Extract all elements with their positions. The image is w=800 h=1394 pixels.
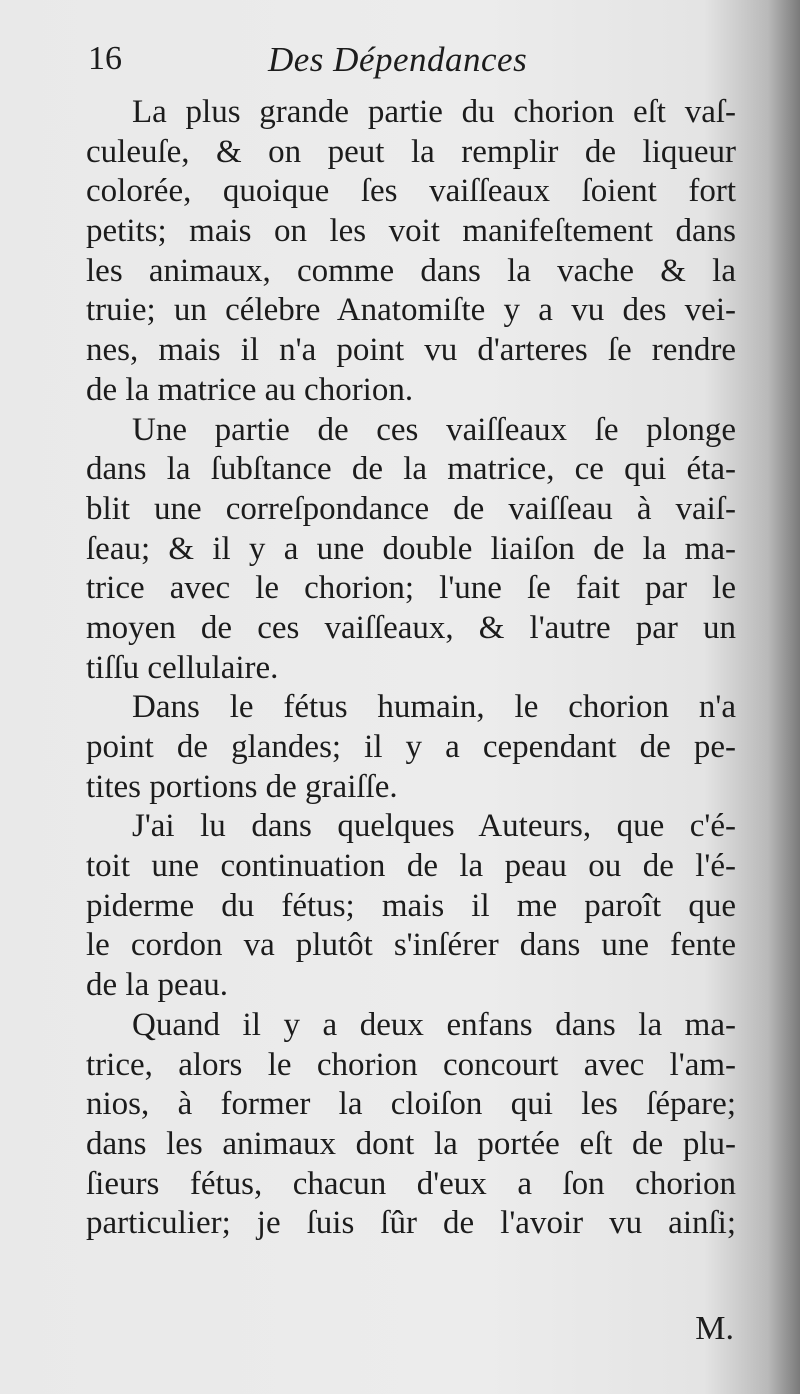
text-line: toit une continuation de la peau ou de l'é- [86, 848, 736, 885]
text-line: moyen de ces vaiſſeaux, & l'autre par un [86, 609, 736, 646]
text-line: tiſſu cellulaire. [86, 649, 279, 686]
text-line: nios, à former la cloiſon qui les ſépare; [86, 1086, 736, 1123]
text-line: de la matrice au chorion. [86, 371, 414, 408]
text-line: Une partie de ces vaiſſeaux ſe plonge [132, 411, 736, 448]
text-line: trice avec le chorion; l'une ſe fait par le [86, 570, 736, 607]
text-line: les animaux, comme dans la vache & la [86, 252, 736, 289]
text-line: culeuſe, & on peut la remplir de liqueur [86, 133, 736, 170]
text-line: blit une correſpondance de vaiſſeau à vaiſ- [86, 490, 736, 527]
page-header [88, 40, 688, 90]
text-line: le cordon va plutôt s'inſérer dans une fente [86, 927, 736, 964]
text-line: Dans le fétus humain, le chorion n'a [132, 689, 736, 726]
text-line: tites portions de graiſſe. [86, 768, 398, 805]
running-title: Des Dépendances [268, 40, 528, 79]
body-text [86, 93, 736, 1244]
text-line: colorée, quoique ſes vaiſſeaux ſoient fort [86, 173, 736, 210]
text-line: particulier; je ſuis ſûr de l'avoir vu ainſi; [86, 1205, 736, 1242]
text-line: point de glandes; il y a cependant de pe- [86, 729, 736, 765]
text-line: dans les animaux dont la portée eſt de plu- [86, 1125, 736, 1162]
text-line: petits; mais on les voit manifeſtement dans [86, 213, 736, 250]
text-line: Quand il y a deux enfans dans la ma- [132, 1006, 736, 1043]
page-number: 16 [88, 40, 122, 77]
text-line: ſieurs fétus, chacun d'eux a ſon chorion [86, 1165, 736, 1202]
text-line: La plus grande partie du chorion eſt vaſ- [132, 94, 736, 130]
text-line: de la peau. [86, 967, 229, 1004]
catchword: M. [695, 1310, 734, 1347]
text-line: J'ai lu dans quelques Auteurs, que c'é- [132, 808, 736, 845]
text-line: nes, mais il n'a point vu d'arteres ſe rendre [86, 332, 736, 369]
text-line: trice, alors le chorion concourt avec l'am- [86, 1046, 736, 1083]
text-line: truie; un célebre Anatomiſte y a vu des vei- [86, 292, 736, 329]
text-line: piderme du fétus; mais il me paroît que [86, 887, 736, 924]
text-line: ſeau; & il y a une double liaiſon de la ma- [86, 530, 736, 567]
text-line: dans la ſubſtance de la matrice, ce qui éta- [86, 451, 736, 488]
